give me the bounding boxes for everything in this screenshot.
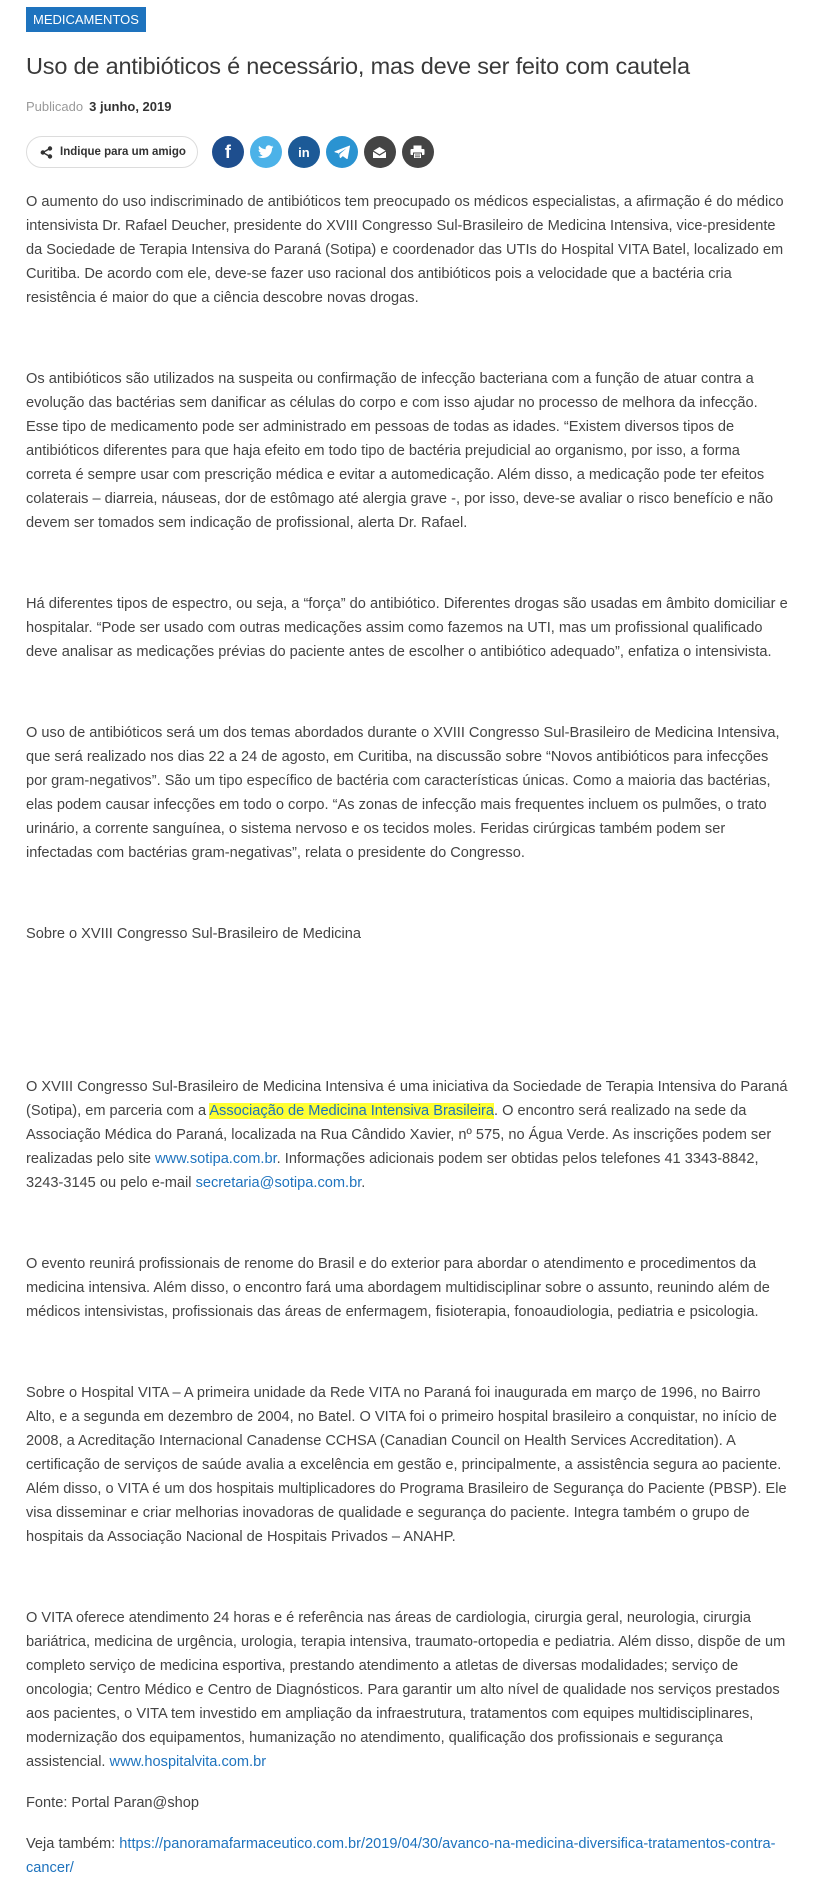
paragraph-hospital-vita: Sobre o Hospital VITA – A primeira unidade da Rede VITA no Paraná foi inaugurada em março de 1996, no Bairro Alto, e a segunda em dezembro de 2004, no Batel. O VITA foi o primeiro hospital brasileiro a conquistar, no início de 2008, a Acreditação Internacional Canadense CCHSA (Canadian Council on Health Services Accreditation). A certificação de serviços de saúde avalia a excelência em gestão e, principalmente, a assistência segura ao paciente. Além disso, o VITA é um dos hospitais multiplicadores do Programa Brasileiro de Segurança do Paciente (PBSP). Ele visa disseminar e criar melhorias inovadoras de qualidade e segurança do paciente. Integra também o grupo de hospitais da Associação Nacional de Hospitais Privados – ANAHP. <box>26 1385 787 1545</box>
print-icon <box>410 145 425 159</box>
recommend-friend-label: Indique para um amigo <box>60 146 186 158</box>
paragraph-2: Os antibióticos são utilizados na suspeita ou confirmação de infecção bacteriana com a função de atuar contra a evolução das bactérias sem danificar as células do corpo e com isso ajudar no processo de melhora da infecção. Esse tipo de medicamento pode ser administrado em pessoas de todas as idades. “Existem diversos tipos de antibióticos diferentes para que haja efeito em todo tipo de bactéria prejudicial ao organismo, por isso, a forma correta é sempre usar com prescrição médica e evitar a automedicação. Além disso, a medicação pode ter efeitos colaterais – diarreia, náuseas, dor de estômago até alergia grave -, por isso, deve-se avaliar o risco benefício e não devem ser tomados sem indicação de profissional, alerta Dr. Rafael. <box>26 371 774 531</box>
article-title: Uso de antibióticos é necessário, mas deve ser feito com cautela <box>26 53 690 79</box>
see-also <box>26 1832 789 1880</box>
sotipa-site-link[interactable]: www.sotipa.com.br <box>155 1151 277 1167</box>
share-icon <box>40 146 53 159</box>
recommend-friend-button[interactable] <box>26 136 198 168</box>
print-button[interactable] <box>402 136 434 168</box>
published-label: Publicado <box>26 99 84 114</box>
telegram-share-button[interactable] <box>326 136 358 168</box>
paragraph-congress-text-3: . Informações adicionais podem ser obtidas pelos telefones 41 3343-8842, 3243-3145 ou pelo e-mail <box>26 1151 759 1191</box>
paragraph-vita-text: O VITA oferece atendimento 24 horas e é referência nas áreas de cardiologia, cirurgia geral, neurologia, cirurgia bariátrica, medicina de urgência, urologia, terapia intensiva, traumato-ortopedia e pediatria. Além disso, dispõe de um completo serviço de medicina esportiva, prestando atendimento a atletas de diversas modalidades; serviço de oncologia; Centro Médico e Centro de Diagnósticos. Para garantir um alto nível de qualidade nos serviços prestados aos pacientes, o VITA tem investido em ampliação da infraestrutura, tratamentos com equipes multidisciplinares, modernização dos equipamentos, humanização no atendimento, qualificação dos profissionais e segurança assistencial. <box>26 1610 786 1770</box>
paragraph-4: O uso de antibióticos será um dos temas abordados durante o XVIII Congresso Sul-Brasileiro de Medicina Intensiva, que será realizado nos dias 22 a 24 de agosto, em Curitiba, na discussão sobre “Novos antibióticos para infecções por gram-negativos”. São um tipo específico de bactéria com características únicas. Como a maioria das bactérias, elas podem causar infecções em todo o corpo. “As zonas de infecção mais frequentes incluem os pulmões, o trato urinário, a corrente sanguínea, o sistema nervoso e os tecidos moles. Feridas cirúrgicas também podem ser infectadas com bactérias gram-negativas”, relata o presidente do Congresso. <box>26 725 780 861</box>
telegram-icon <box>334 145 350 159</box>
share-bar <box>26 135 789 169</box>
twitter-share-button[interactable] <box>250 136 282 168</box>
paragraph-3: Há diferentes tipos de espectro, ou seja, a “força” do antibiótico. Diferentes drogas são usadas em âmbito domiciliar e hospitalar. “Pode ser usado com outras medicações assim como fazemos na UTI, mas um profissional qualificado deve analisar as medicações prévias do paciente antes de escolher o antibiótico adequado”, enfatiza o intensivista. <box>26 596 788 660</box>
amib-link[interactable]: Associação de Medicina Intensiva Brasileira <box>209 1103 495 1119</box>
published-date: 3 junho, 2019 <box>89 99 172 114</box>
linkedin-share-button[interactable] <box>288 136 320 168</box>
paragraph-congress-info <box>26 1075 789 1195</box>
congress-subheading: Sobre o XVIII Congresso Sul-Brasileiro de Medicina <box>26 926 362 942</box>
paragraph-vita-services <box>26 1606 789 1774</box>
hospitalvita-link[interactable]: www.hospitalvita.com.br <box>109 1754 267 1770</box>
publish-meta <box>26 99 789 114</box>
paragraph-congress-text-1: O XVIII Congresso Sul-Brasileiro de Medicina Intensiva é uma iniciativa da Sociedade de Terapia Intensiva do Paraná (Sotipa), em parceria com a <box>26 1079 788 1119</box>
sotipa-email-link[interactable]: secretaria@sotipa.com.br <box>195 1175 362 1191</box>
facebook-icon: f <box>224 141 231 162</box>
facebook-share-button[interactable] <box>212 136 244 168</box>
paragraph-1: O aumento do uso indiscriminado de antibióticos tem preocupado os médicos especialistas, a afirmação é do médico intensivista Dr. Rafael Deucher, presidente do XVIII Congresso Sul-Brasileiro de Medicina Intensiva, vice-presidente da Sociedade de Terapia Intensiva do Paraná (Sotipa) e coordenador das UTIs do Hospital VITA Batel, localizado em Curitiba. De acordo com ele, deve-se fazer uso racional dos antibióticos pois a velocidade que a bactéria cria resistência é maior do que a ciência descobre novas drogas. <box>26 194 784 306</box>
paragraph-congress-text-2: . O encontro será realizado na sede da Associação Médica do Paraná, localizada na Rua Cândido Xavier, nº 575, no Água Verde. As inscrições podem ser realizadas pelo site <box>26 1103 772 1167</box>
paragraph-congress-text-4: . <box>361 1175 366 1191</box>
category-badge[interactable]: MEDICAMENTOS <box>26 7 146 32</box>
email-icon <box>372 146 387 159</box>
linkedin-icon: in <box>298 144 310 160</box>
see-also-label: Veja também: <box>26 1836 120 1852</box>
twitter-icon <box>258 145 274 159</box>
source-line: Fonte: Portal Paran@shop <box>26 1795 200 1811</box>
email-share-button[interactable] <box>364 136 396 168</box>
see-also-link[interactable]: https://panoramafarmaceutico.com.br/2019/04/30/avanco-na-medicina-diversifica-tratamentos-contra-cancer/ <box>26 1836 776 1876</box>
paragraph-event: O evento reunirá profissionais de renome do Brasil e do exterior para abordar o atendimento e procedimentos da medicina intensiva. Além disso, o encontro fará uma abordagem multidisciplinar sobre o assunto, reunindo além de médicos intensivistas, profissionais das áreas de enfermagem, fisioterapia, fonoaudiologia, pediatria e psicologia. <box>26 1256 770 1320</box>
